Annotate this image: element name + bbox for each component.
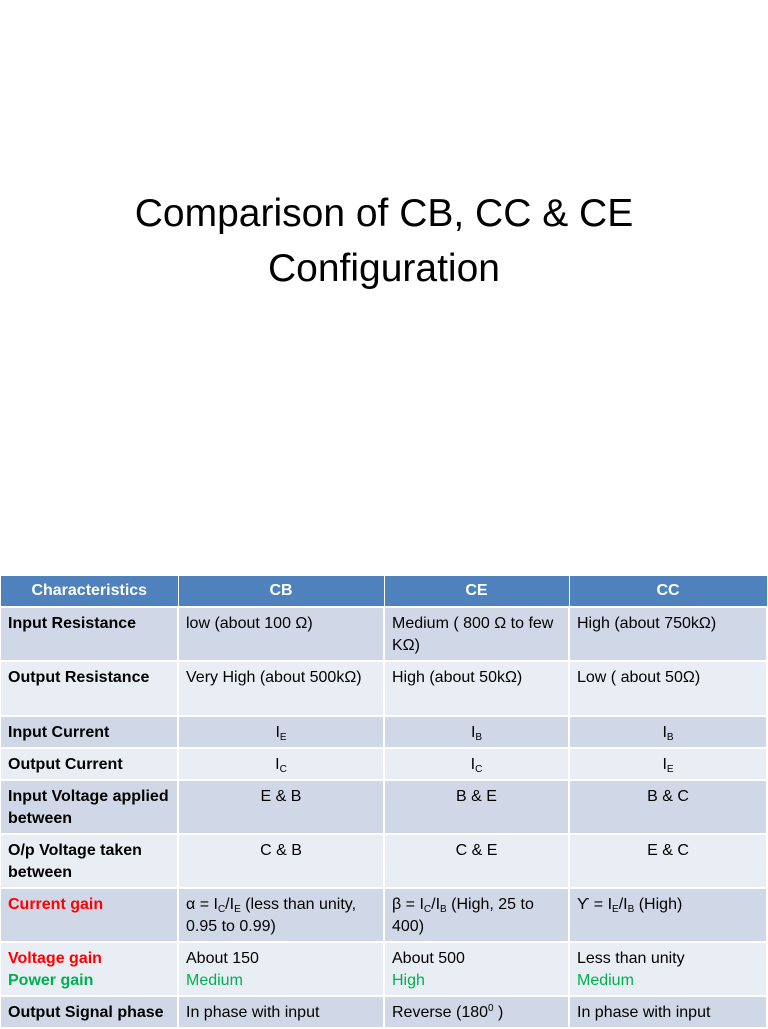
- cell-cb: E & B: [178, 780, 384, 834]
- cell-cc: E & C: [569, 834, 767, 888]
- power-gain-label: Power gain: [8, 972, 94, 989]
- cell-cb: [178, 942, 384, 996]
- header-ce: CE: [384, 576, 569, 607]
- cb-voltage-gain: About 150: [186, 950, 259, 967]
- row-label: Input Voltage applied between: [1, 780, 178, 834]
- cell-cc: Low ( about 50Ω): [569, 661, 767, 716]
- table-header-row: [1, 576, 767, 607]
- cell-cc: $ϒ = I_E/I_B$ (High): [569, 888, 767, 942]
- slide-title-line1: Comparison of CB, CC & CE: [134, 192, 634, 235]
- cell-ce: [384, 942, 569, 996]
- cell-ce: C & E: [384, 834, 569, 888]
- row-label: Input Resistance: [1, 607, 178, 661]
- cell-cc: $I_E$: [569, 748, 767, 780]
- cell-ce: $I_B$: [384, 716, 569, 748]
- cell-cb: In phase with input: [178, 996, 384, 1028]
- row-label: Output Resistance: [1, 661, 178, 716]
- row-input-current: [1, 716, 767, 748]
- cell-ce: $I_C$: [384, 748, 569, 780]
- row-gains: [1, 942, 767, 996]
- slide-title: [0, 186, 768, 296]
- header-cc: CC: [569, 576, 767, 607]
- row-output-phase: [1, 996, 767, 1028]
- row-label: Output Current: [1, 748, 178, 780]
- cell-ce: Reverse ($180^0$ ): [384, 996, 569, 1028]
- row-output-voltage: [1, 834, 767, 888]
- cell-cc: $I_B$: [569, 716, 767, 748]
- cell-cb: $I_C$: [178, 748, 384, 780]
- header-characteristics: Characteristics: [1, 576, 178, 607]
- row-label: Current gain: [1, 888, 178, 942]
- cell-cc: In phase with input: [569, 996, 767, 1028]
- cell-ce: B & E: [384, 780, 569, 834]
- row-input-resistance: [1, 607, 767, 661]
- cc-power-gain: Medium: [577, 972, 634, 989]
- cb-power-gain: Medium: [186, 972, 243, 989]
- cell-cb: C & B: [178, 834, 384, 888]
- row-label: [1, 942, 178, 996]
- cell-ce: Medium ( 800 Ω to few KΩ): [384, 607, 569, 661]
- cell-cb: Very High (about 500kΩ): [178, 661, 384, 716]
- cc-voltage-gain: Less than unity: [577, 950, 685, 967]
- cell-cc: [569, 942, 767, 996]
- cell-cc: High (about 750kΩ): [569, 607, 767, 661]
- row-label: O/p Voltage taken between: [1, 834, 178, 888]
- row-output-current: [1, 748, 767, 780]
- comparison-table: [1, 576, 768, 1029]
- row-output-resistance: [1, 661, 767, 716]
- row-label: Input Current: [1, 716, 178, 748]
- cell-cb: $\alpha = I_C/I_E$ (less than unity, 0.95 to 0.99): [178, 888, 384, 942]
- row-label: Output Signal phase: [1, 996, 178, 1028]
- cell-cb: low (about 100 Ω): [178, 607, 384, 661]
- row-input-voltage: [1, 780, 767, 834]
- slide-title-line2: Configuration: [268, 247, 500, 290]
- ce-power-gain: High: [392, 972, 425, 989]
- row-current-gain: [1, 888, 767, 942]
- cell-cc: B & C: [569, 780, 767, 834]
- header-cb: CB: [178, 576, 384, 607]
- cell-ce: $\beta = I_C/I_B$ (High, 25 to 400): [384, 888, 569, 942]
- cell-cb: $I_E$: [178, 716, 384, 748]
- ce-voltage-gain: About 500: [392, 950, 465, 967]
- voltage-gain-label: Voltage gain: [8, 950, 102, 967]
- cell-ce: High (about 50kΩ): [384, 661, 569, 716]
